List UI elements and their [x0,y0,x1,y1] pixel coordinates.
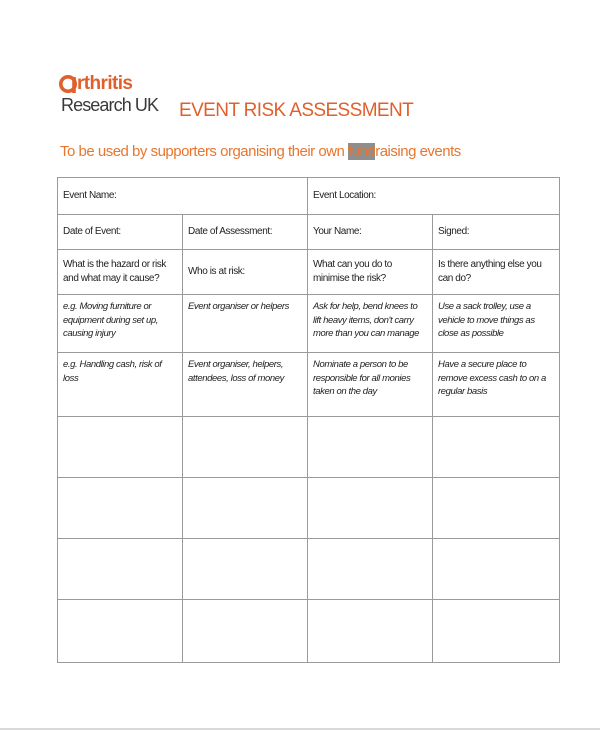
hazard-entry-cell[interactable] [58,539,183,600]
example-who-cell: Event organiser or helpers [183,295,308,353]
example-row [58,353,560,417]
subtitle-text-start: To be used by supporters organising their own [60,143,349,160]
hazard-entry-cell[interactable] [58,478,183,539]
minimise-risk-entry-cell[interactable] [308,539,433,600]
who-at-risk-column-header: Who is at risk: [183,250,308,295]
document-title: EVENT RISK ASSESSMENT [179,100,414,121]
risk-assessment-table [57,177,560,663]
dates-row [58,215,560,250]
logo-brand-line1: rthritis [77,73,133,94]
hazard-column-header: What is the hazard or risk and what may it cause? [58,250,183,295]
anything-else-column-header: Is there anything else you can do? [433,250,560,295]
event-location-label: Event Location: [313,190,376,201]
date-of-event-label: Date of Event: [63,226,121,237]
who-at-risk-entry-cell[interactable] [183,478,308,539]
blank-entry-row [58,417,560,478]
anything-else-entry-cell[interactable] [433,539,560,600]
example-row [58,295,560,353]
event-location-field[interactable] [308,178,560,215]
who-at-risk-entry-cell[interactable] [183,539,308,600]
event-name-label: Event Name: [63,190,117,201]
example-else-cell: Use a sack trolley, use a vehicle to move things as close as possible [433,295,560,353]
minimise-risk-entry-cell[interactable] [308,600,433,663]
signed-field[interactable] [433,215,560,250]
example-minimise-cell: Nominate a person to be responsible for all monies taken on the day [308,353,433,417]
event-name-field[interactable] [58,178,308,215]
example-hazard-cell: e.g. Moving furniture or equipment during set up, causing injury [58,295,183,353]
minimise-risk-column-header: What can you do to minimise the risk? [308,250,433,295]
hazard-entry-cell[interactable] [58,600,183,663]
arthritis-research-uk-logo [58,72,168,118]
minimise-risk-entry-cell[interactable] [308,417,433,478]
column-header-row [58,250,560,295]
blank-entry-row [58,539,560,600]
example-hazard-cell: e.g. Handling cash, risk of loss [58,353,183,417]
example-who-cell: Event organiser, helpers, attendees, loss of money [183,353,308,417]
example-else-cell: Have a secure place to remove excess cash to on a regular basis [433,353,560,417]
blank-entry-row [58,478,560,539]
your-name-label: Your Name: [313,226,362,237]
anything-else-entry-cell[interactable] [433,478,560,539]
who-at-risk-entry-cell[interactable] [183,600,308,663]
your-name-field[interactable] [308,215,433,250]
document-subtitle [60,142,461,162]
example-minimise-cell: Ask for help, bend knees to lift heavy items, don't carry more than you can manage [308,295,433,353]
logo-brand-line2: Research UK [61,95,159,115]
minimise-risk-entry-cell[interactable] [308,478,433,539]
hazard-entry-cell[interactable] [58,417,183,478]
blank-entry-row [58,600,560,663]
date-of-assessment-label: Date of Assessment: [188,226,273,237]
anything-else-entry-cell[interactable] [433,600,560,663]
date-of-assessment-field[interactable] [183,215,308,250]
who-at-risk-entry-cell[interactable] [183,417,308,478]
logo-a-mark-icon [58,72,78,96]
subtitle-highlighted-text: fund [348,143,376,160]
date-of-event-field[interactable] [58,215,183,250]
event-info-row [58,178,560,215]
signed-label: Signed: [438,226,470,237]
subtitle-text-end: raising events [375,143,461,160]
anything-else-entry-cell[interactable] [433,417,560,478]
